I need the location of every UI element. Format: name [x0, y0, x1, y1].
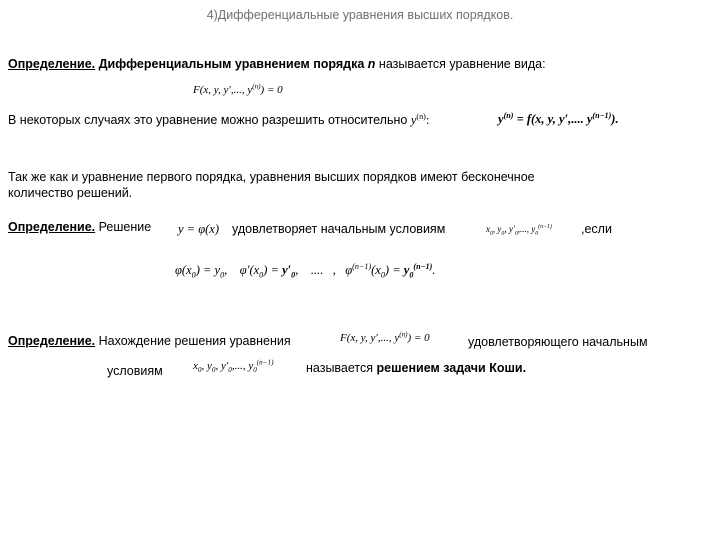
definition-label: Определение.	[8, 334, 96, 348]
called-text: называется	[306, 361, 374, 375]
cauchy-conditions-list: $x_0$, $y_0$, $y'_0$,..., $y_0^{(n-1)}$	[193, 358, 274, 375]
if-text: ,если	[581, 222, 612, 236]
cauchy-problem-term: решением задачи Коши.	[376, 361, 527, 375]
definition-1	[8, 56, 546, 72]
order-variable: n	[367, 57, 376, 71]
resolved-case-text	[8, 112, 429, 128]
definition-bold-text: Дифференциальным уравнением порядка	[98, 57, 365, 71]
initial-conditions-list: $x_0$, $y_0$, $y'_0$,..., $y_0^{(n-1)}$	[486, 224, 552, 237]
y-n-variable: $y^{(n)}$:	[410, 111, 430, 127]
definition-2-text: Решение	[98, 220, 152, 234]
cauchy-equation: F(x, y, y′,..., $y^{(n)}) = 0$	[340, 330, 430, 344]
definition-rest: называется уравнение вида:	[378, 57, 546, 71]
paragraph-line-2: количество решений.	[8, 186, 133, 200]
resolved-case-sentence: В некоторых случаях это уравнение можно разрешить относительно	[8, 113, 408, 127]
definition-label: Определение.	[8, 220, 96, 234]
definition-label: Определение.	[8, 57, 96, 71]
conditions-word: условиям	[107, 364, 163, 378]
paragraph-line-1: Так же как и уравнение первого порядка, уравнения высших порядков имеют бесконечное	[8, 170, 535, 184]
conditions-text: удовлетворяет начальным условиям	[232, 222, 446, 236]
definition-2-lead	[8, 219, 151, 235]
general-ode-formula: F(x, y, y′,..., $y^{(n)}) = 0$	[193, 82, 283, 96]
initial-conditions-formula: $\varphi(x_0) = y_0$, $\varphi'(x_0) = y'_0$, .... , $\varphi^{(n-1)}(x_0) = y_0^{(n-1)}$.	[175, 261, 436, 280]
solution-formula: y = φ(x)	[178, 222, 220, 236]
satisfying-text: удовлетворяющего начальным	[468, 335, 648, 349]
resolved-ode-formula: $y^{(n)} = f(x$, y, y′,.... $y^{(n-1)}$).	[498, 110, 619, 126]
definition-3-text: Нахождение решения уравнения	[98, 334, 291, 348]
definition-3-lead	[8, 333, 291, 349]
slide-title: 4)Дифференциальные уравнения высших порядков.	[206, 8, 514, 22]
cauchy-definition-text	[306, 360, 526, 376]
